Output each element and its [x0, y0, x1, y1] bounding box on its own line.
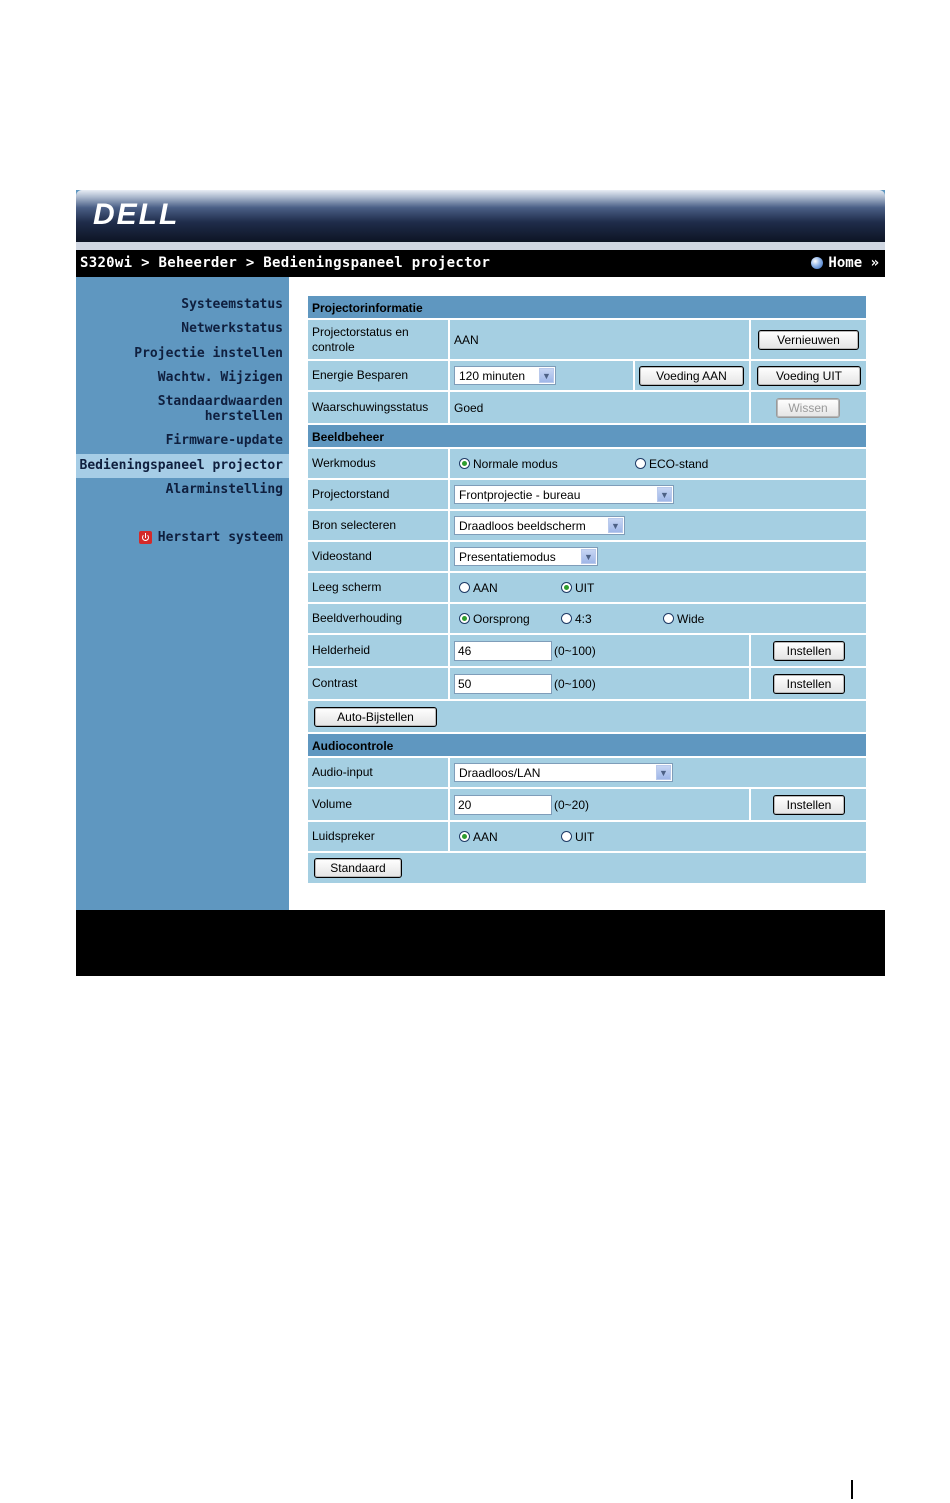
row-audio-input — [308, 758, 866, 789]
column-divider — [448, 668, 450, 699]
radio-label: Normale modus — [473, 456, 558, 471]
column-divider — [448, 480, 450, 509]
row-speaker — [308, 822, 866, 853]
column-divider — [448, 758, 450, 787]
power-off-button[interactable]: Voeding UIT — [757, 366, 861, 386]
audio-input-select[interactable] — [454, 763, 673, 782]
sidebar — [76, 277, 289, 910]
chevron-down-icon: ▼ — [581, 549, 596, 564]
radio-unselected-icon — [635, 458, 646, 469]
page-marker — [851, 1480, 853, 1499]
sidebar-item-label: Bedieningspaneel projector — [79, 458, 283, 473]
power-on-button[interactable]: Voeding AAN — [639, 366, 744, 386]
video-mode-select[interactable] — [454, 547, 598, 566]
status-value: AAN — [454, 332, 479, 347]
column-divider — [448, 361, 450, 390]
top-navbar — [76, 250, 885, 277]
row-label: Beeldverhouding — [312, 611, 403, 625]
select-value: Frontprojectie - bureau — [459, 487, 581, 502]
sidebar-item-firmware-update[interactable]: Firmware-update — [165, 433, 283, 448]
row-label: Bron selecteren — [312, 518, 397, 532]
radio-selected-icon — [459, 458, 470, 469]
radio-unselected-icon — [663, 613, 674, 624]
contrast-input[interactable]: 50 — [454, 674, 552, 694]
chevron-down-icon: ▼ — [608, 518, 623, 533]
row-brightness — [308, 635, 866, 668]
section-projectorinformatie: Projectorinformatie — [308, 296, 866, 320]
aspect-43-radio[interactable] — [561, 612, 592, 626]
radio-selected-icon — [561, 582, 572, 593]
globe-icon — [811, 257, 823, 269]
column-divider — [448, 635, 450, 666]
power-icon — [139, 531, 152, 544]
chevron-down-icon: ▼ — [657, 487, 672, 502]
radio-label: Wide — [677, 611, 705, 626]
blank-off-radio[interactable] — [561, 581, 594, 595]
radio-unselected-icon — [561, 613, 572, 624]
section-beeldbeheer: Beeldbeheer — [308, 425, 866, 449]
section-audiocontrole: Audiocontrole — [308, 734, 866, 758]
row-warning-status — [308, 392, 866, 425]
row-default — [308, 853, 866, 885]
main-content — [289, 277, 885, 910]
column-divider — [448, 822, 450, 851]
projector-web-ui — [76, 190, 885, 976]
row-label: Audio-input — [312, 765, 373, 779]
restart-label: Herstart systeem — [157, 530, 283, 545]
row-label: Werkmodus — [312, 456, 376, 470]
radio-label: ECO-stand — [649, 456, 709, 471]
column-divider — [749, 320, 751, 359]
contrast-set-button[interactable]: Instellen — [773, 674, 845, 694]
column-divider — [633, 361, 635, 390]
radio-label: UIT — [575, 580, 595, 595]
radio-unselected-icon — [561, 831, 572, 842]
radio-label: UIT — [575, 829, 595, 844]
sidebar-item-standaardwaarden-herstellen[interactable]: Standaardwaarden herstellen — [157, 394, 283, 424]
speaker-off-radio[interactable] — [561, 830, 594, 844]
row-label: Leeg scherm — [312, 580, 382, 594]
column-divider — [448, 542, 450, 571]
column-divider — [448, 320, 450, 359]
row-auto-adjust — [308, 701, 866, 734]
column-divider — [749, 392, 751, 423]
control-panel — [308, 296, 866, 885]
default-button[interactable]: Standaard — [314, 858, 402, 878]
aspect-wide-radio[interactable] — [663, 612, 704, 626]
row-label: Projectorstand — [312, 487, 390, 501]
home-link[interactable] — [811, 255, 879, 271]
projector-position-select[interactable] — [454, 485, 674, 504]
radio-label: AAN — [473, 580, 498, 595]
radio-selected-icon — [459, 613, 470, 624]
radio-label: AAN — [473, 829, 498, 844]
breadcrumb: S320wi > Beheerder > Bedieningspaneel projector — [80, 255, 491, 271]
select-value: Draadloos/LAN — [459, 765, 541, 780]
column-divider — [448, 789, 450, 820]
dell-logo: DELL — [93, 198, 180, 231]
warning-value: Goed — [454, 400, 484, 415]
restart-system-link[interactable] — [139, 530, 283, 545]
volume-range: (0~20) — [554, 797, 590, 812]
radio-unselected-icon — [459, 582, 470, 593]
clear-button[interactable]: Wissen — [776, 398, 840, 418]
home-label: Home » — [828, 255, 879, 271]
refresh-button[interactable]: Vernieuwen — [758, 330, 859, 350]
chevron-down-icon: ▼ — [656, 765, 671, 780]
row-label: Waarschuwingsstatus — [312, 400, 429, 414]
row-label: Energie Besparen — [312, 368, 409, 382]
row-energy-saving — [308, 361, 866, 392]
column-divider — [448, 604, 450, 633]
row-contrast — [308, 668, 866, 701]
volume-set-button[interactable]: Instellen — [773, 795, 845, 815]
column-divider — [448, 392, 450, 423]
column-divider — [448, 511, 450, 540]
row-label: Projectorstatus en controle — [312, 324, 409, 354]
mode-normal-radio[interactable] — [459, 457, 558, 471]
volume-input[interactable]: 20 — [454, 795, 552, 815]
speaker-on-radio[interactable] — [459, 830, 498, 844]
column-divider — [749, 668, 751, 699]
row-projector-position — [308, 480, 866, 511]
brightness-range: (0~100) — [554, 643, 596, 658]
source-select[interactable] — [454, 516, 625, 535]
row-volume — [308, 789, 866, 822]
sidebar-item-projectie-instellen[interactable]: Projectie instellen — [134, 346, 283, 361]
sidebar-item-bedieningspaneel-projector[interactable] — [76, 454, 289, 478]
row-label: Volume — [312, 797, 353, 811]
sidebar-item-netwerkstatus[interactable]: Netwerkstatus — [181, 321, 283, 336]
sidebar-item-wachtwoord-wijzigen[interactable]: Wachtw. Wijzigen — [157, 370, 283, 385]
row-label: Helderheid — [312, 643, 371, 657]
column-divider — [448, 573, 450, 602]
sidebar-item-systeemstatus[interactable]: Systeemstatus — [181, 297, 283, 312]
column-divider — [749, 635, 751, 666]
radio-label: 4:3 — [575, 611, 592, 626]
column-divider — [749, 361, 751, 390]
sidebar-item-alarminstelling[interactable]: Alarminstelling — [165, 482, 283, 497]
column-divider — [749, 789, 751, 820]
row-video-mode — [308, 542, 866, 573]
row-label: Contrast — [312, 676, 358, 690]
chevron-down-icon: ▼ — [539, 368, 554, 383]
row-blank-screen — [308, 573, 866, 604]
select-value: 120 minuten — [459, 368, 526, 383]
header-separator — [76, 242, 885, 250]
row-work-mode — [308, 449, 866, 480]
brightness-set-button[interactable]: Instellen — [773, 641, 845, 661]
header-banner — [76, 190, 885, 242]
blank-on-radio[interactable] — [459, 581, 498, 595]
aspect-origin-radio[interactable] — [459, 612, 530, 626]
contrast-range: (0~100) — [554, 676, 596, 691]
mode-eco-radio[interactable] — [635, 457, 708, 471]
row-label: Luidspreker — [312, 829, 375, 843]
energy-saving-select[interactable] — [454, 366, 556, 385]
auto-adjust-button[interactable]: Auto-Bijstellen — [314, 707, 437, 727]
select-value: Draadloos beeldscherm — [459, 518, 586, 533]
row-label: Videostand — [312, 549, 372, 563]
row-projector-status — [308, 320, 866, 361]
row-source-select — [308, 511, 866, 542]
brightness-input[interactable]: 46 — [454, 641, 552, 661]
radio-label: Oorsprong — [473, 611, 530, 626]
column-divider — [448, 449, 450, 478]
footer-bar — [76, 910, 885, 976]
radio-selected-icon — [459, 831, 470, 842]
row-aspect-ratio — [308, 604, 866, 635]
select-value: Presentatiemodus — [459, 549, 556, 564]
